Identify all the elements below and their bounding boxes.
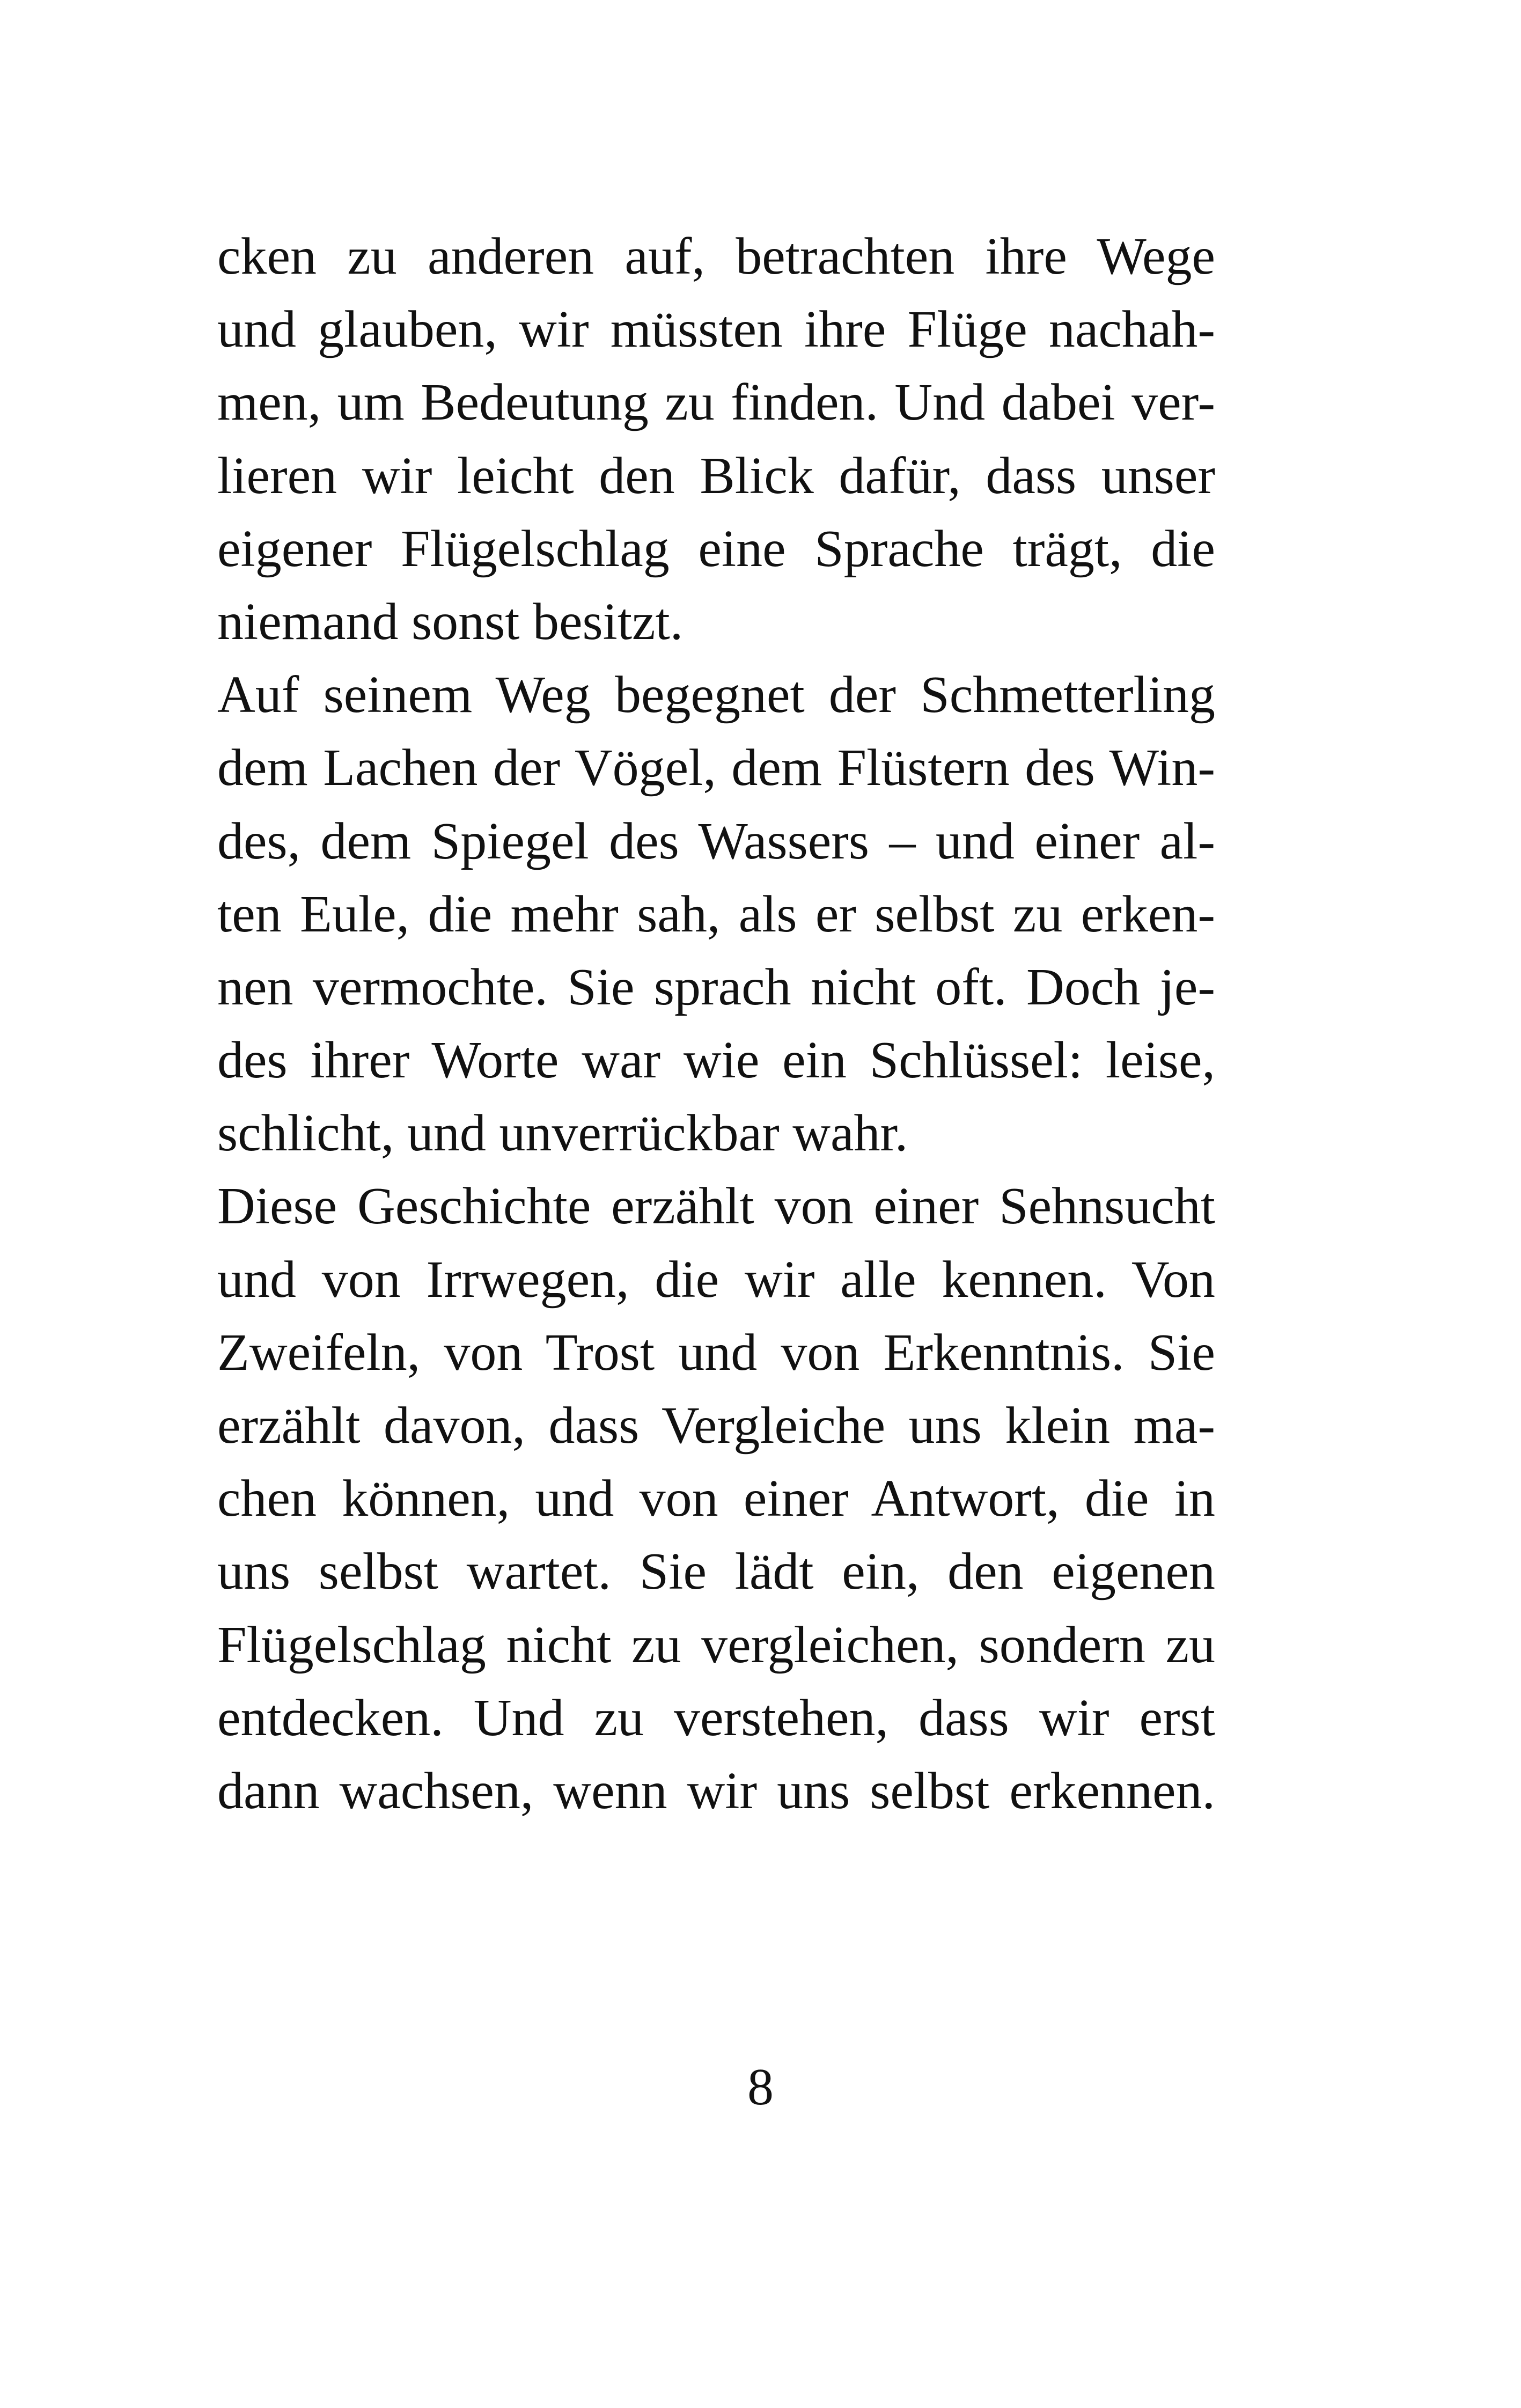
text-line: entdecken. Und zu verstehen, dass wir erst <box>217 1688 1215 1747</box>
text-line: und von Irrwegen, die wir alle kennen. Von <box>217 1250 1215 1309</box>
text-line: des ihrer Worte war wie ein Schlüssel: leise, <box>217 1031 1215 1090</box>
page-number: 8 <box>747 2058 774 2116</box>
text-line: Flügelschlag nicht zu vergleichen, sondern zu <box>217 1616 1215 1674</box>
text-line: dann wachsen, wenn wir uns selbst erkennen. <box>217 1761 1215 1820</box>
text-line: eigener Flügelschlag eine Sprache trägt, die <box>217 519 1215 578</box>
text-line: und glauben, wir müssten ihre Flüge nachah- <box>217 300 1215 359</box>
text-line: niemand sonst besitzt. <box>217 592 684 651</box>
text-line: lieren wir leicht den Blick dafür, dass unser <box>217 446 1215 505</box>
text-line: ten Eule, die mehr sah, als er selbst zu erken- <box>217 885 1215 943</box>
text-line: chen können, und von einer Antwort, die in <box>217 1470 1215 1528</box>
text-line: Zweifeln, von Trost und von Erkenntnis. Sie <box>217 1323 1215 1382</box>
text-line: Auf seinem Weg begegnet der Schmetterling <box>217 666 1215 724</box>
text-line: des, dem Spiegel des Wassers – und einer al- <box>217 812 1215 870</box>
text-line: dem Lachen der Vögel, dem Flüstern des Win- <box>217 739 1215 797</box>
text-line: Diese Geschichte erzählt von einer Sehnsucht <box>217 1177 1215 1236</box>
text-line: uns selbst wartet. Sie lädt ein, den eigenen <box>217 1543 1215 1601</box>
text-line: nen vermochte. Sie sprach nicht oft. Doch je- <box>217 958 1215 1016</box>
text-line: schlicht, und unverrückbar wahr. <box>217 1104 908 1163</box>
text-line: men, um Bedeutung zu finden. Und dabei ver- <box>217 373 1215 432</box>
text-line: erzählt davon, dass Vergleiche uns klein ma- <box>217 1397 1215 1455</box>
body-text <box>217 220 1215 1827</box>
text-line: cken zu anderen auf, betrachten ihre Wege <box>217 227 1215 285</box>
